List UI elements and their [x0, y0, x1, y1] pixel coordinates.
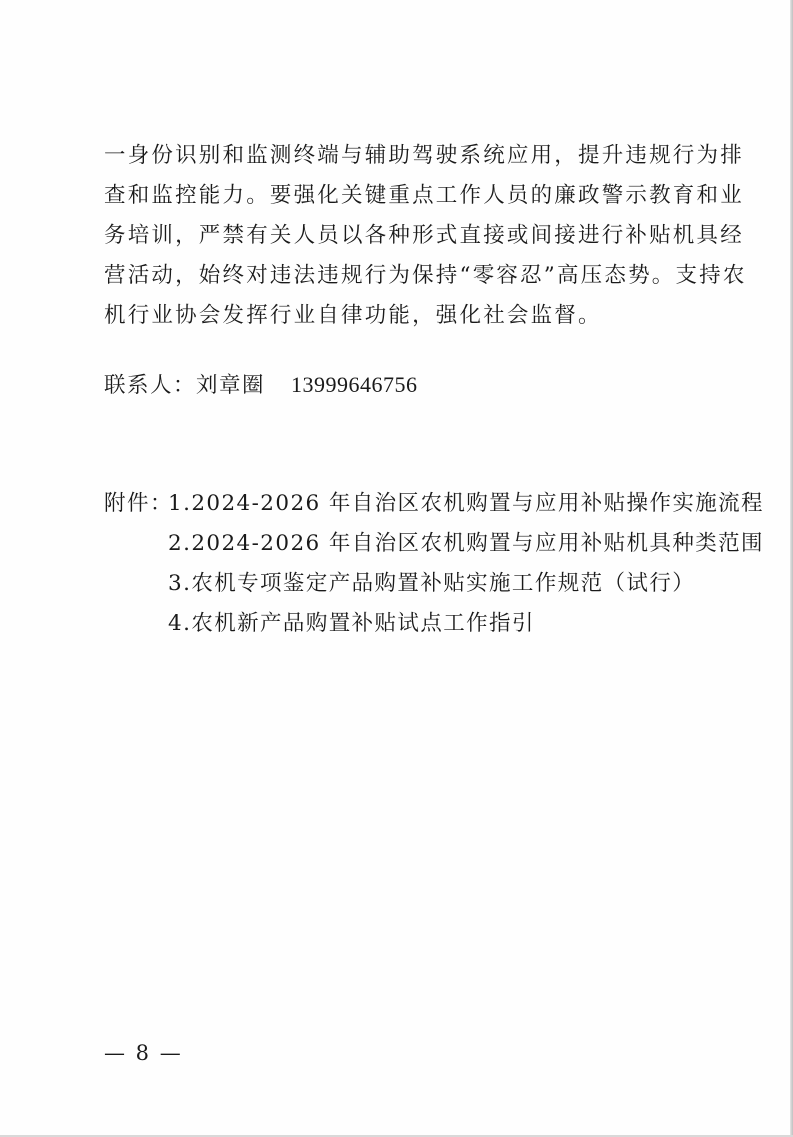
- attachment-item: 2.2024-2026 年自治区农机购置与应用补贴机具种类范围: [168, 531, 764, 556]
- contact-line: [104, 370, 418, 401]
- paragraph-line: 营活动，始终对违法违规行为保持“零容忍”高压态势。支持农: [104, 263, 747, 288]
- attachments-label: 附件：: [104, 491, 174, 516]
- attachment-item: 3.农机专项鉴定产品购置补贴实施工作规范（试行）: [168, 571, 696, 596]
- paragraph-line: 机行业协会发挥行业自律功能，强化社会监督。: [104, 303, 602, 328]
- contact-person: 联系人：刘章圈: [104, 373, 266, 398]
- attachment-item: 4.农机新产品购置补贴试点工作指引: [168, 611, 535, 636]
- contact-phone: 13999646756: [291, 372, 418, 397]
- attachments-list: [168, 484, 764, 644]
- paragraph-line: 查和监控能力。要强化关键重点工作人员的廉政警示教育和业: [104, 183, 744, 208]
- body-paragraph: [104, 136, 747, 336]
- attachment-item: 1.2024-2026 年自治区农机购置与应用补贴操作实施流程: [168, 491, 764, 516]
- paragraph-line: 一身份识别和监测终端与辅助驾驶系统应用，提升违规行为排: [104, 143, 744, 168]
- paragraph-line: 务培训，严禁有关人员以各种形式直接或间接进行补贴机具经: [104, 223, 744, 248]
- page-number: — 8 —: [104, 1041, 183, 1065]
